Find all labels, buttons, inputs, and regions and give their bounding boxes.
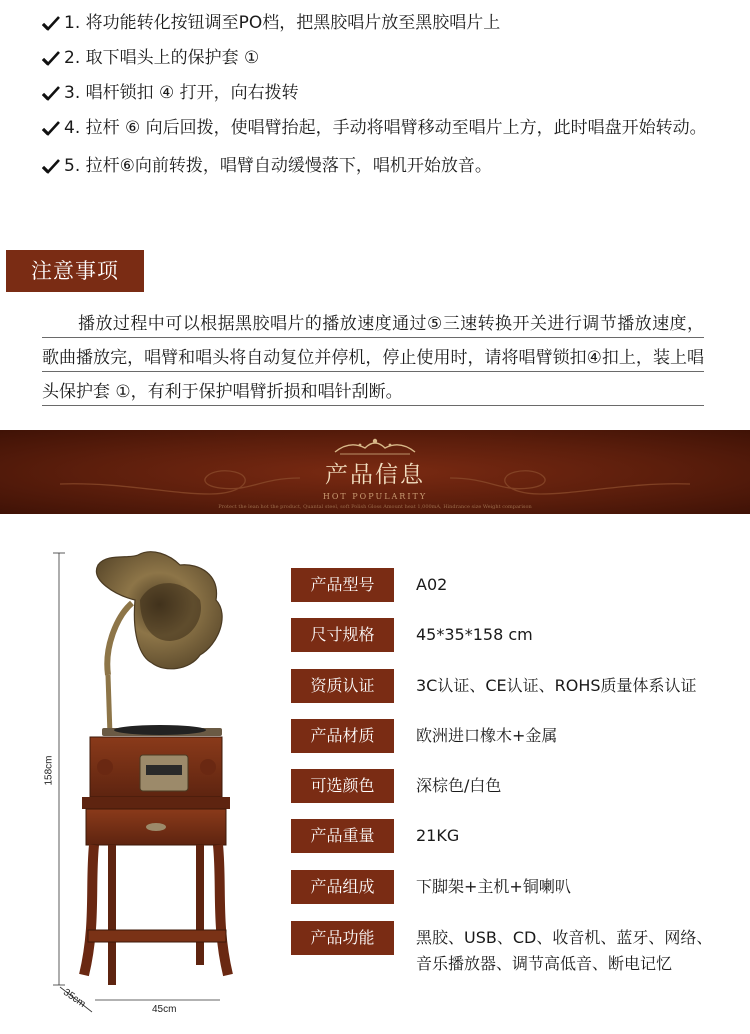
step-item xyxy=(42,78,722,109)
spec-label: 产品材质 xyxy=(291,719,394,753)
spec-value: 45*35*158 cm xyxy=(416,625,533,644)
spec-label: 产品组成 xyxy=(291,870,394,904)
step-text: 2. 取下唱头上的保护套 ① xyxy=(64,48,260,68)
spec-label: 资质认证 xyxy=(291,669,394,703)
banner-subtitle: HOT POPULARITY xyxy=(322,492,428,501)
height-dimension-label: 158cm xyxy=(43,755,55,786)
checkmark-icon xyxy=(42,8,64,39)
gramophone-illustration xyxy=(40,545,280,1020)
spec-label: 产品重量 xyxy=(291,819,394,853)
instruction-steps xyxy=(42,8,722,182)
spec-value: 下脚架+主机+铜喇叭 xyxy=(416,877,571,896)
spec-label: 产品型号 xyxy=(291,568,394,602)
notice-text: 播放过程中可以根据黑胶唱片的播放速度通过⑤三速转换开关进行调节播放速度，歌曲播放完，唱臂和唱头将自动复位并停机，停止使用时，请将唱臂锁扣④扣上，装上唱头保护套 ①，有利于保护唱臂折损和唱针刮断。 xyxy=(42,307,704,409)
banner-title: 产品信息 xyxy=(325,462,425,488)
step-item xyxy=(42,151,722,182)
step-text: 4. 拉杆 ⑥ 向后回拨，使唱臂抬起，手动将唱臂移动至唱片上方，此时唱盘开始转动。 xyxy=(64,118,707,138)
spec-row-composition xyxy=(291,870,724,904)
product-image xyxy=(40,545,280,1020)
depth-dimension-label: 35cm xyxy=(61,986,88,1011)
banner-fine-print: Protect the lean hot the product, Quantal steel, soft Polish Gloss Amount heat 1,000mA, Hindrance size Weight comparison xyxy=(218,504,532,510)
spec-value: A02 xyxy=(416,575,448,594)
spec-row-certification xyxy=(291,669,724,703)
step-item xyxy=(42,8,722,39)
spec-value: 欧洲进口橡木+金属 xyxy=(416,726,558,745)
spec-value: 21KG xyxy=(416,826,460,845)
spec-value: 深棕色/白色 xyxy=(416,776,502,795)
spec-row-size xyxy=(291,618,724,652)
step-text: 1. 将功能转化按钮调至PO档，把黑胶唱片放至黑胶唱片上 xyxy=(64,13,501,33)
step-item xyxy=(42,43,722,74)
step-item xyxy=(42,113,722,144)
spec-row-color xyxy=(291,769,724,803)
step-text: 3. 唱杆锁扣 ④ 打开，向右拨转 xyxy=(64,83,299,103)
product-info-banner xyxy=(0,430,750,514)
spec-row-weight xyxy=(291,819,724,853)
checkmark-icon xyxy=(42,78,64,109)
checkmark-icon xyxy=(42,43,64,74)
step-text: 5. 拉杆⑥向前转拨，唱臂自动缓慢落下，唱机开始放音。 xyxy=(64,156,492,176)
spec-value: 黑胶、USB、CD、收音机、蓝牙、网络、音乐播放器、调节高低音、断电记忆 xyxy=(416,928,713,973)
spec-label: 尺寸规格 xyxy=(291,618,394,652)
spec-label: 可选颜色 xyxy=(291,769,394,803)
spec-row-model xyxy=(291,568,724,602)
checkmark-icon xyxy=(42,113,64,144)
spec-row-functions xyxy=(291,921,724,977)
spec-row-material xyxy=(291,719,724,753)
notice-body xyxy=(42,307,704,409)
checkmark-icon xyxy=(42,151,64,182)
spec-label: 产品功能 xyxy=(291,921,394,955)
width-dimension-label: 45cm xyxy=(152,1004,177,1015)
spec-value: 3C认证、CE认证、ROHS质量体系认证 xyxy=(416,676,697,695)
notice-title: 注意事项 xyxy=(6,250,144,292)
crown-ornament-icon xyxy=(330,436,420,456)
